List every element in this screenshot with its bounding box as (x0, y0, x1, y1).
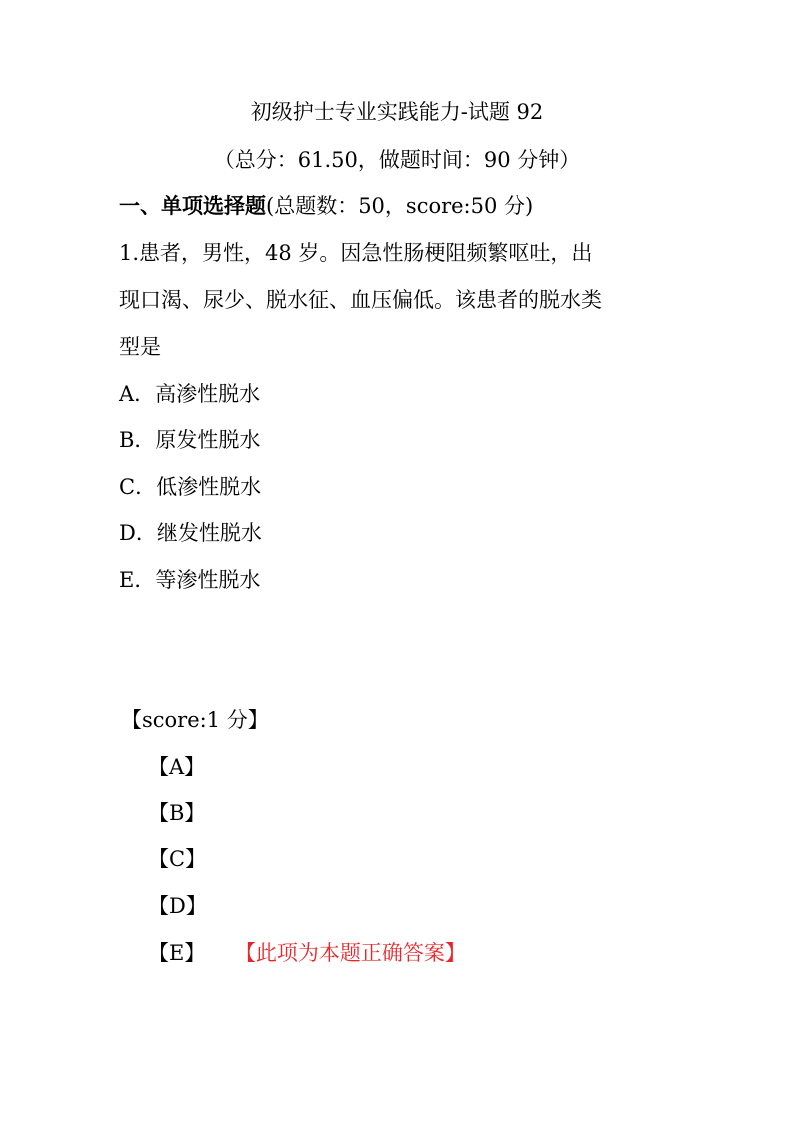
option-b: B．原发性脱水 (119, 428, 261, 452)
option-c: C．低渗性脱水 (119, 475, 262, 499)
correct-answer-note: 【此项为本题正确答案】 (245, 941, 466, 965)
question-text-line: 现口渴、尿少、脱水征、血压偏低。该患者的脱水类 (119, 288, 602, 312)
section-detail: (总题数：50，score:50 分) (266, 194, 534, 218)
question-text-line: 型是 (119, 335, 161, 359)
answer-choice-e: 【E】 (148, 941, 206, 965)
section-title: 一、单项选择题 (119, 193, 266, 218)
answer-row-e (148, 938, 466, 968)
exam-summary: （总分：61.50，做题时间：90 分钟） (213, 148, 581, 172)
option-d: D．继发性脱水 (119, 521, 262, 545)
answer-choice-a: 【A】 (148, 755, 206, 779)
option-a: A．高渗性脱水 (119, 382, 261, 406)
option-e: E．等渗性脱水 (119, 568, 261, 592)
answer-choice-d: 【D】 (148, 894, 207, 918)
question-text-line: 1.患者，男性，48 岁。因急性肠梗阻频繁呕吐，出 (119, 241, 593, 265)
question-score: 【score:1 分】 (121, 708, 269, 732)
answer-choice-c: 【C】 (148, 847, 207, 871)
section-heading (119, 191, 533, 221)
answer-choice-b: 【B】 (148, 801, 206, 825)
page-title: 初级护士专业实践能力-试题 92 (250, 100, 544, 124)
